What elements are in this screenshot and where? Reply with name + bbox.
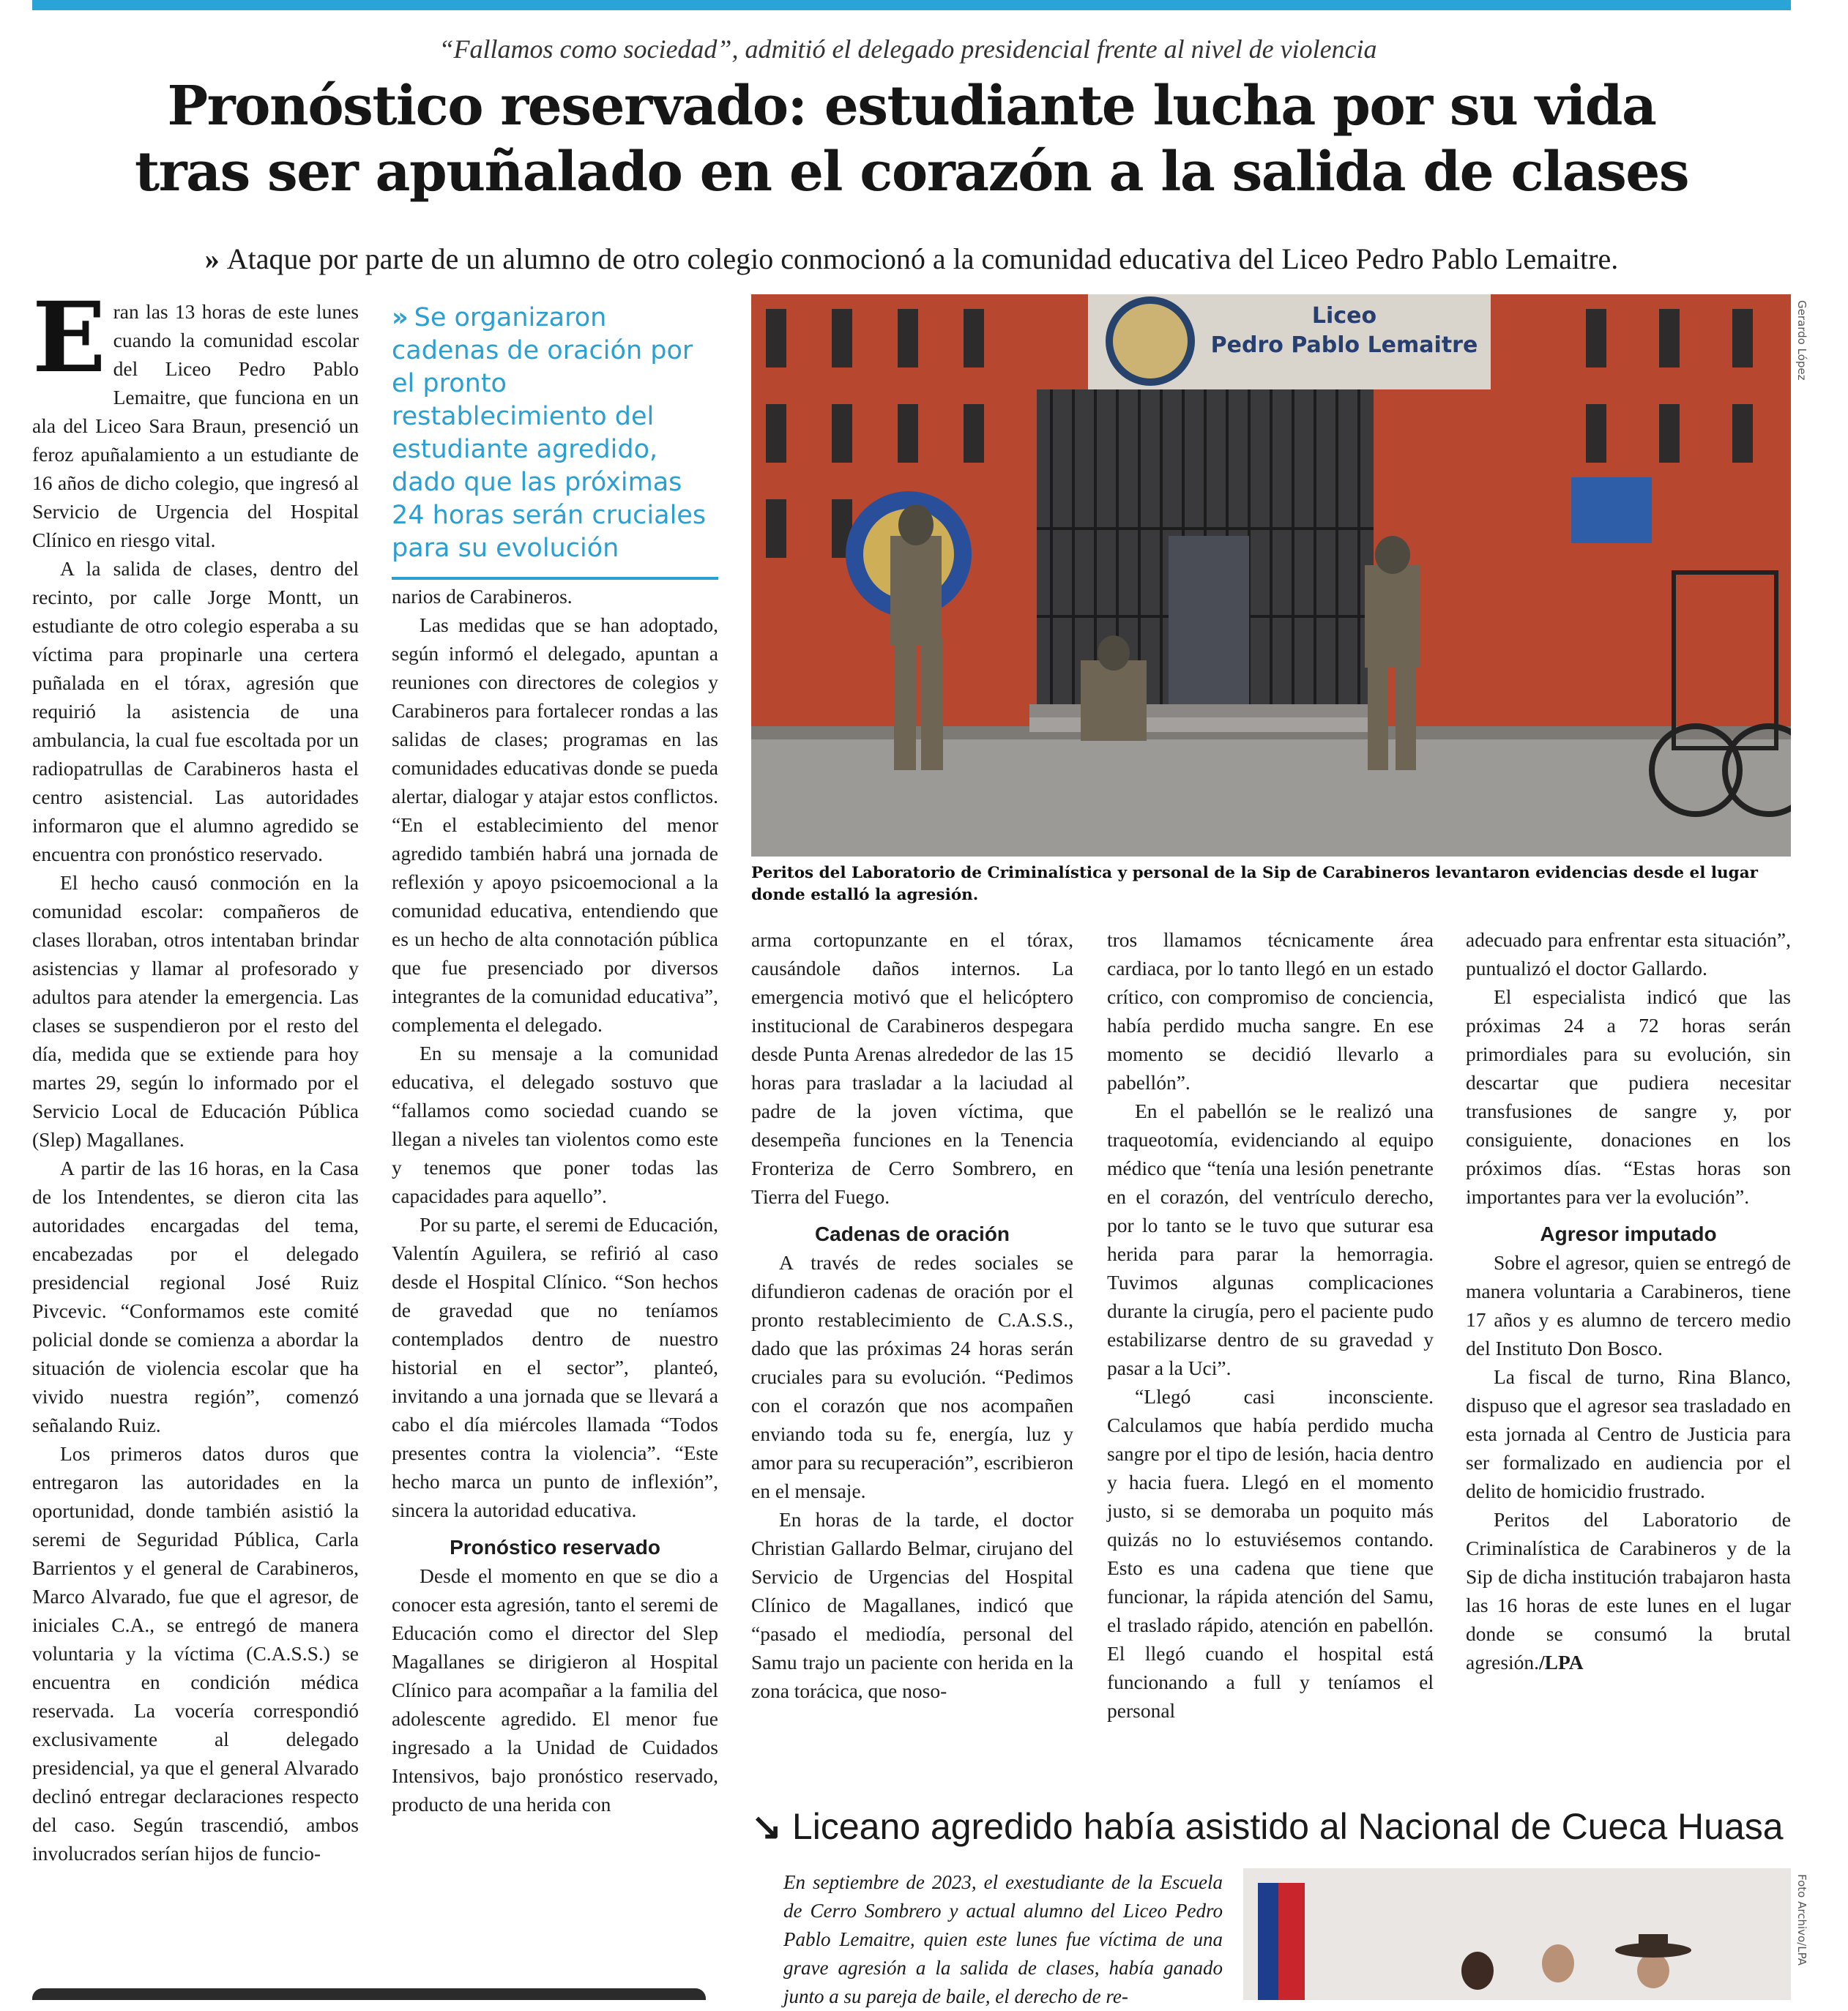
headline-line-1: Pronóstico reservado: estudiante lucha por su vida [167, 75, 1656, 138]
paragraph: A la salida de clases, dentro del recinto, por calle Jorge Montt, un estudiante de otro colegio esperaba a su víctima para propinarle una certera puñalada en el tórax, agresión que requirió la asistencia de una ambulancia, la cual fue escoltada por un radiopatrullas de Carabineros hasta el centro asistencial. Las autoridades informaron que el alumno agredido se encuentra con pronóstico reservado. [32, 557, 359, 865]
section-heading: Agresor imputado [1540, 1223, 1717, 1245]
paragraph: adecuado para enfrentar esta situación”, puntualizó el doctor Gallardo. [1466, 928, 1791, 980]
sidebar-text: En septiembre de 2023, el exestudiante de la Escuela de Cerro Sombrero y actual alumno del Liceo Pedro Pablo Lemaitre, quien este lunes fue víctima de una grave agresión a la salida de clases, había ganado junto a su pareja de baile, el derecho de re- [783, 1871, 1223, 2007]
paragraph: Las medidas que se han adoptado, según informó el delegado, apuntan a reuniones con directores de colegios y Carabineros para fortalecer rondas a las salidas de clases; programas en las comunidades educativas donde se pueda alertar, dialogar y atajar estos conflictos. “En el establecimiento del menor agredido también habrá una jornada de reflexión y apoyo psicoemocional a la comunidad educativa, entendiendo que es un hecho de alta connotación pública que fue presenciado por diversos integrantes de la comunidad educativa”, complementa el delegado. [392, 613, 718, 1036]
paragraph: En horas de la tarde, el doctor Christian Gallardo Belmar, cirujano del Servicio de Urgencias del Hospital Clínico de Magallanes, indicó que “pasado el mediodía, personal del Samu trajo un paciente con herida en la zona torácica, que noso- [751, 1508, 1073, 1702]
paragraph: El hecho causó conmoción en la comunidad escolar: compañeros de clases lloraban, otros intentaban brindar asistencias y llamar al profesorado y adultos para atender la emergencia. Las clases se suspendieron por el resto del día, medida que se extiende para hoy martes 29, según lo informado por el Servicio Local de Educación Pública (Slep) Magallanes. [32, 871, 359, 1151]
sidebar-title-text: Liceano agredido había asistido al Nacional de Cueca Huasa [791, 1806, 1784, 1847]
article-column-3 [751, 925, 1073, 1705]
paragraph: La fiscal de turno, Rina Blanco, dispuso que el agresor sea trasladado en esta jornada al Centro de Justicia para ser formalizado en audiencia por el delito de homicidio frustrado. [1466, 1365, 1791, 1502]
paragraph: Eran las 13 horas de este lunes cuando la comunidad escolar del Liceo Pedro Pablo Lemaitre, que funciona en un ala del Liceo Sara Braun, presenció un feroz apuñalamiento a un estudiante de 16 años de dicho colegio, que ingresó al Servicio de Urgencia del Hospital Clínico en riesgo vital. [32, 281, 359, 551]
sidebar-headline [751, 1805, 1791, 1848]
paragraph: En su mensaje a la comunidad educativa, el delegado sostuvo que “fallamos como sociedad cuando se llegan a niveles tan violentos como este y tenemos que poner todas las capacidades para aquello”. [392, 1042, 718, 1207]
top-accent-bar [32, 0, 1791, 10]
double-chevron-icon: » [204, 242, 220, 275]
pull-quote [392, 302, 718, 580]
paragraph: tros llamamos técnicamente área cardiaca, por lo tanto llegó en un estado crítico, con compromiso de conciencia, había perdido mucha sangre. En ese momento se decidió llevarlo a pabellón”. [1107, 928, 1434, 1094]
photo-credit: Gerardo López [1795, 300, 1808, 381]
photo-caption: Peritos del Laboratorio de Criminalística y personal de la Sip de Carabineros levantaron evidencias desde el lugar donde estalló la agresión. [751, 864, 1758, 904]
paragraph: En el pabellón se le realizó una traqueotomía, evidenciando al equipo médico que “tenía una lesión penetrante en el corazón, del ventrículo derecho, por lo tanto se le tuvo que suturar esa herida para parar la hemorragia. Tuvimos algunas complicaciones durante la cirugía, pero el paciente pudo estabilizarse dentro de su gravedad y pasar a la Uci”. [1107, 1100, 1434, 1379]
author-signature: /LPA [1539, 1651, 1584, 1674]
paragraph: A partir de las 16 horas, en la Casa de los Intendentes, se dieron cita las autoridades encargadas del tema, encabezadas por el delegado presidencial regional José Ruiz Pivcevic. “Conformamos este comité policial donde se comienza a abordar la situación de violencia escolar que ha vivido nuestra región”, comenzó señalando Ruiz. [32, 1157, 359, 1436]
paragraph: arma cortopunzante en el tórax, causándole daños internos. La emergencia motivó que el helicóptero institucional de Carabineros despegara desde Punta Arenas alrededor de las 15 horas para trasladar a la laciudad al padre de la joven víctima, que desempeña funciones en la Tenencia Fronteriza de Cerro Sombrero, en Tierra del Fuego. [751, 928, 1073, 1208]
pull-quote-rule [392, 577, 718, 580]
paragraph: El especialista indicó que las próximas 24 a 72 horas serán primordiales para su evolución, sin descartar que pudiera necesitar transfusiones de sangre y, por consiguiente, donaciones en los próximos días. “Estas horas son importantes para ver la evolución”. [1466, 985, 1791, 1208]
paragraph: Desde el momento en que se dio a conocer esta agresión, tanto el seremi de Educación como el director del Slep Magallanes se dirigieron al Hospital Clínico para acompañar a la familia del adolescente agredido. El menor fue ingresado a la Unidad de Cuidados Intensivos, bajo pronóstico reservado, producto de una herida con [392, 1564, 718, 1816]
sign-line-2: Pedro Pablo Lemaitre [1210, 332, 1478, 358]
subhead [0, 242, 1823, 276]
school-entrance-illustration [751, 294, 1791, 857]
school-sign [1205, 302, 1483, 360]
main-photo [751, 294, 1791, 857]
sidebar-photo [1243, 1868, 1791, 2000]
paragraph: A través de redes sociales se difundieron cadenas de oración por el pronto restablecimiento de C.A.S.S., dado que las próximas 24 horas serán cruciales para su evolución. “Pedimos con el corazón que nos acompañen enviando toda su fe, energía, luz y amor para su recuperación”, escribieron en el mensaje. [751, 1251, 1073, 1502]
paragraph: “Llegó casi inconsciente. Calculamos que había perdido mucha sangre por el tipo de lesión, hacia dentro y hacia fuera. Llegó en el momento justo, si se demoraba un poquito más quizás no lo estuviésemos contando. Esto es una cadena que tiene que funcionar, la rápida atención del Samu, el traslado rápido, atención en pabellón. El llegó cuando el hospital está funcionando a full y teníamos el personal [1107, 1385, 1434, 1722]
article-column-1 [32, 281, 359, 1868]
dancers-illustration [1243, 1868, 1791, 2000]
paragraph: narios de Carabineros. [392, 585, 573, 608]
bottom-bar [32, 1988, 706, 2000]
article-column-2 [392, 582, 718, 1818]
paragraph: Peritos del Laboratorio de Criminalística de Carabineros y de la Sip de dicha institución trabajaron hasta las 16 horas de este lunes en el lugar donde se consumó la brutal agresión./LPA [1466, 1508, 1791, 1674]
paragraph: Sobre el agresor, quien se entregó de manera voluntaria a Carabineros, tiene 17 años y es alumno de tercero medio del Instituto Don Bosco. [1466, 1251, 1791, 1359]
sidebar-photo-credit: Foto Archivo/LPA [1795, 1874, 1808, 1966]
headline [0, 73, 1823, 205]
kicker: “Fallamos como sociedad”, admitió el delegado presidencial frente al nivel de violencia [439, 34, 1377, 64]
paragraph: Por su parte, el seremi de Educación, Valentín Aguilera, se refirió al caso desde el Hospital Clínico. “Son hechos de gravedad que no teníamos contemplados dentro de nuestro historial en el sector”, planteó, invitando a una jornada que se llevará a cabo el día miércoles llamada “Todos presentes contra la violencia”. “Este hecho marca un punto de inflexión”, sincera la autoridad educativa. [392, 1213, 718, 1521]
arrow-down-right-icon: ↘ [751, 1806, 782, 1847]
drop-cap: E [32, 281, 106, 395]
double-chevron-icon: » [392, 303, 409, 332]
headline-line-2: tras ser apuñalado en el corazón a la salida de clases [134, 141, 1689, 204]
section-heading: Pronóstico reservado [450, 1536, 660, 1559]
section-heading: Cadenas de oración [814, 1223, 1010, 1245]
subhead-text: Ataque por parte de un alumno de otro colegio conmocionó a la comunidad educativa del Liceo Pedro Pablo Lemaitre. [226, 242, 1619, 275]
sign-line-1: Liceo [1311, 303, 1377, 329]
paragraph: Los primeros datos duros que entregaron las autoridades en la oportunidad, donde también asistió la seremi de Seguridad Pública, Carla Barrientos y el general de Carabineros, Marco Alvarado, fue que el agresor, de iniciales C.A., se entregó de manera voluntaria y la víctima (C.A.S.S.) se encuentra en condición médica reservada. La vocería correspondió exclusivamente al delegado presidencial, ya que el general Alvarado declinó entregar declaraciones respecto del caso. Según trascendió, ambos involucrados serían hijos de funcio- [32, 1442, 359, 1865]
pull-quote-text: Se organizaron cadenas de oración por el pronto restablecimiento del estudiante agredido, dado que las próximas 24 horas serán cruciales para su evolución [392, 303, 707, 563]
article-column-5 [1466, 925, 1791, 1676]
article-column-4 [1107, 925, 1434, 1725]
